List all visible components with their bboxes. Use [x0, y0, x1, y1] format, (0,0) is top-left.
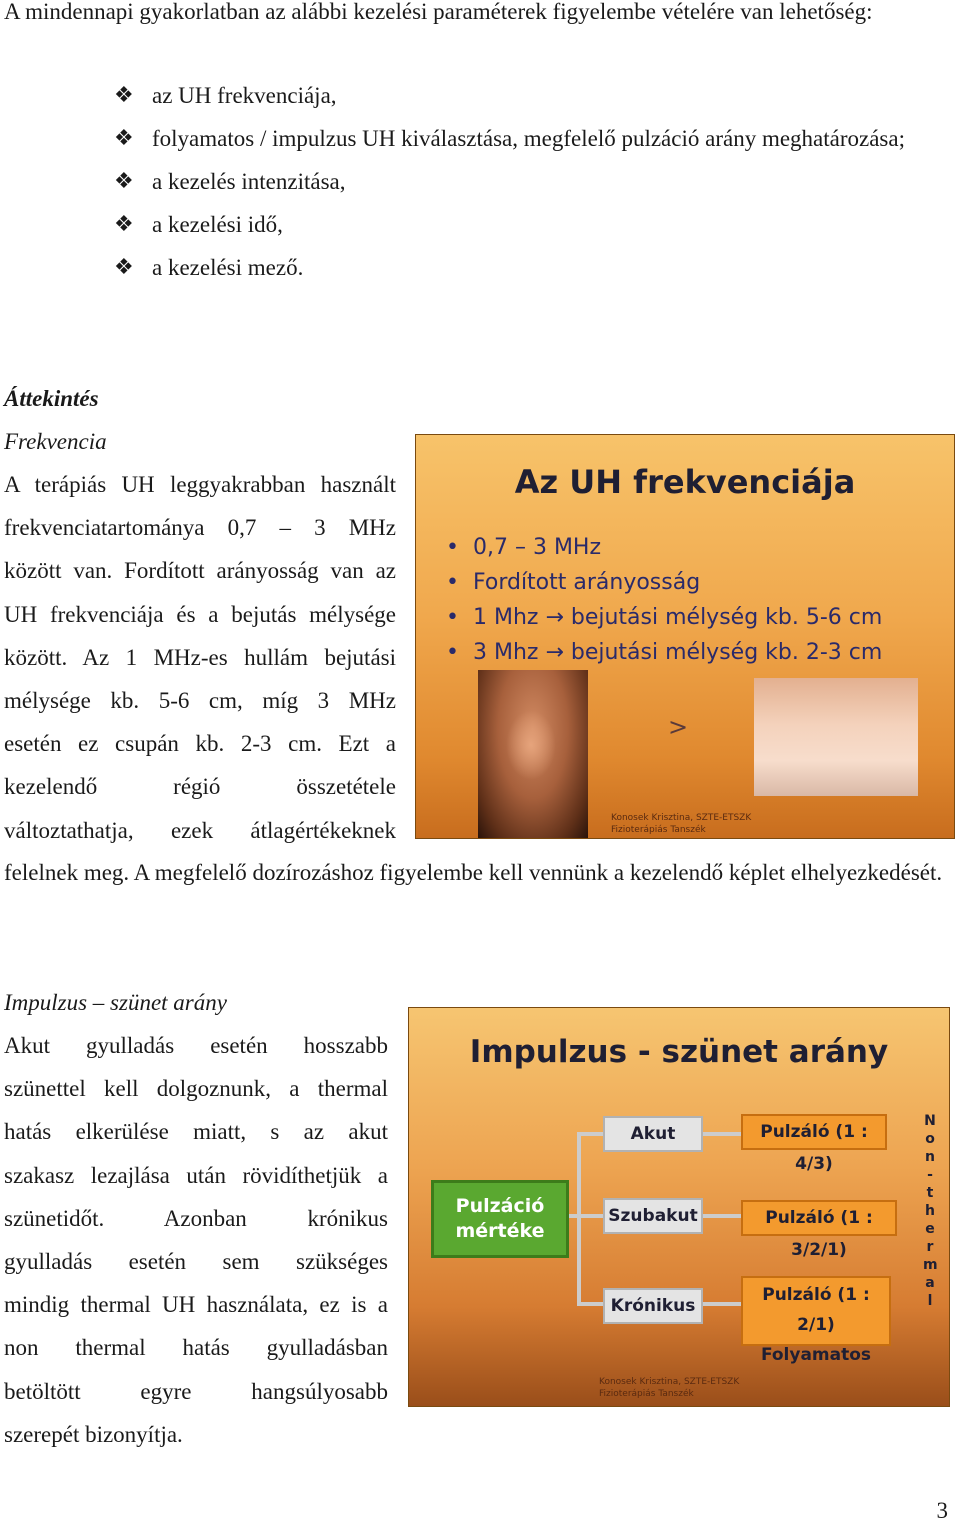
list-item: ❖ a kezelési idő, — [114, 203, 948, 246]
slide-bullet-list — [446, 530, 882, 670]
list-item: • Fordított arányosság — [446, 565, 882, 600]
list-item: ❖ a kezelés intenzitása, — [114, 160, 948, 203]
intro-paragraph: A mindennapi gyakorlatban az alábbi kezelési paraméterek figyelembe vételére van lehetőség: — [4, 0, 873, 24]
slide-title: Impulzus - szünet arány — [469, 1034, 889, 1070]
connector-line — [701, 1302, 741, 1306]
connector-line — [701, 1132, 741, 1136]
list-item: ❖ a kezelési mező. — [114, 246, 948, 289]
stage-box-kronikus: Krónikus — [603, 1288, 703, 1324]
list-item: ❖ folyamatos / impulzus UH kiválasztása, megfelelő pulzáció arány meghatározása; — [114, 117, 948, 160]
connector-line — [577, 1214, 603, 1218]
frequency-paragraph: A terápiás UH leggyakrabban használt frekvenciatartománya 0,7 – 3 MHz között van. Fordított arányosság van az UH frekvenciája és a bejutás mélysége között. Az 1 MHz-es hullám bejutási mélysége kb. 5-6 cm, míg 3 MHz esetén ez csupán kb. 2-3 cm. Ezt a kezelendő régió összetétele változtathatja, ezek átlagértékeknek — [4, 472, 396, 843]
diamond-bullet-icon: ❖ — [114, 83, 134, 108]
page-number: 3 — [936, 1498, 948, 1523]
slide-credit: Konosek Krisztina, SZTE-ETSZK Fizioterápiás Tanszék — [611, 813, 752, 835]
muscular-arm-photo — [478, 670, 588, 838]
list-item: • 0,7 – 3 MHz — [446, 530, 882, 565]
non-thermal-vertical-label: N o n - t h e r m a l — [923, 1113, 938, 1309]
frequency-paragraph-tail: felelnek meg. A megfelelő dozírozáshoz figyelembe kell vennünk a kezelendő képlet elhelyezkedését. — [4, 860, 943, 885]
ratio-box-kronikus: Pulzáló (1 : 2/1) Folyamatos — [741, 1276, 891, 1346]
pulsation-root-box: Pulzáció mértéke — [431, 1180, 569, 1258]
subheading-frekvencia: Frekvencia — [4, 429, 107, 454]
ratio-box-akut: Pulzáló (1 : 4/3) — [741, 1114, 887, 1150]
stage-box-szubakut: Szubakut — [603, 1198, 703, 1234]
ratio-box-szubakut: Pulzáló (1 : 3/2/1) — [741, 1200, 897, 1236]
stage-box-akut: Akut — [603, 1116, 703, 1152]
connector-line — [701, 1214, 741, 1218]
diamond-bullet-icon: ❖ — [114, 255, 134, 280]
connector-line — [577, 1132, 603, 1136]
list-item: ❖ az UH frekvenciája, — [114, 74, 948, 117]
list-item: • 1 Mhz → bejutási mélység kb. 5-6 cm — [446, 600, 882, 635]
slide-uh-frequency — [415, 434, 955, 839]
diamond-bullet-icon: ❖ — [114, 169, 134, 194]
diamond-bullet-icon: ❖ — [114, 126, 134, 151]
connector-line — [577, 1132, 581, 1304]
shoulder-photo — [754, 678, 918, 796]
subheading-impulzus: Impulzus – szünet arány — [4, 990, 227, 1015]
diamond-bullet-icon: ❖ — [114, 212, 134, 237]
slide-impulse-pause-ratio — [408, 1007, 950, 1407]
slide-credit: Konosek Krisztina, SZTE-ETSZK Fizioterápiás Tanszék — [599, 1377, 740, 1399]
comparison-sign: > — [668, 713, 689, 741]
section-heading-attekintes: Áttekintés — [4, 386, 99, 411]
parameter-list — [114, 74, 948, 289]
list-item: • 3 Mhz → bejutási mélység kb. 2-3 cm — [446, 635, 882, 670]
impulse-paragraph: Akut gyulladás esetén hosszabb szünettel kell dolgoznunk, a thermal hatás elkerülése miatt, s az akut szakasz lezajlása után rövidíthetjük a szünetidőt. Azonban krónikus gyulladás esetén sem szükséges mindig thermal UH használata, ez is a non thermal hatás gyulladásban betöltött egyre hangsúlyosabb szerepét bizonyítja. — [4, 1033, 388, 1447]
connector-line — [577, 1302, 603, 1306]
slide-title: Az UH frekvenciája — [514, 463, 856, 501]
